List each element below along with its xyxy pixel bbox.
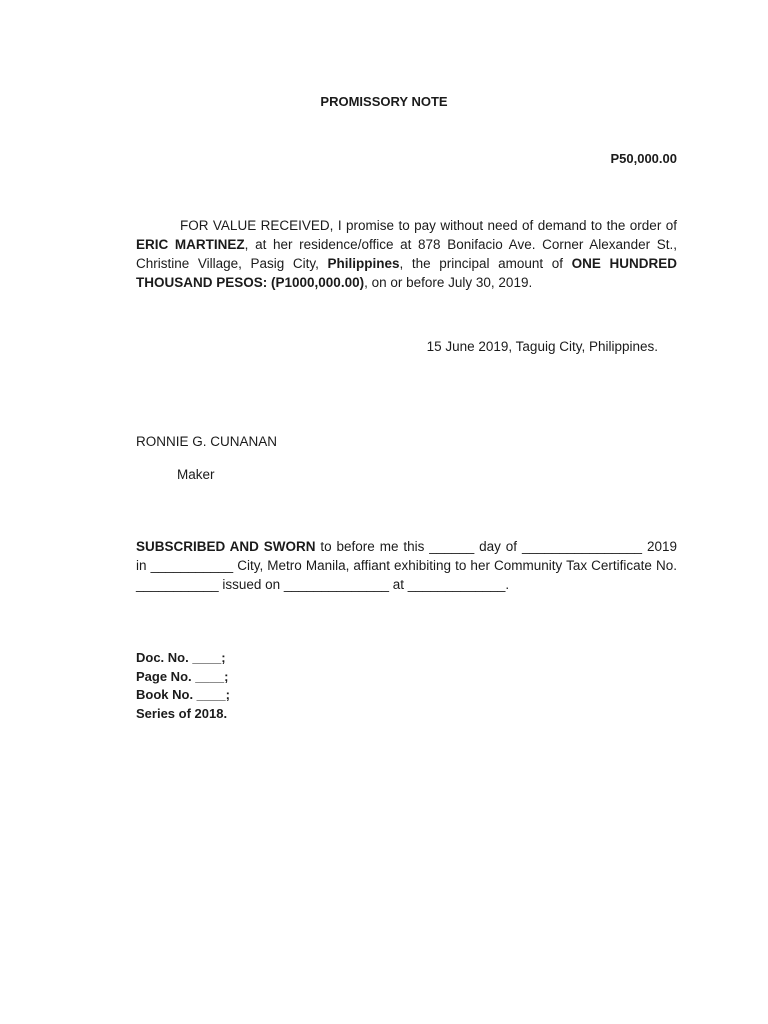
promise-paragraph [136,216,677,292]
book-number: Book No. ____; [136,687,230,702]
doc-number: Doc. No. ____; [136,650,226,665]
jurat-paragraph [136,537,677,594]
document-title: PROMISSORY NOTE [320,94,448,109]
signer-name: RONNIE G. CUNANAN [136,434,278,449]
payee-name: ERIC MARTINEZ [136,237,245,252]
page-number: Page No. ____; [136,668,229,684]
promise-text-1: FOR VALUE RECEIVED, I promise to pay without need of demand to the order of [180,218,677,233]
series-year: Series of 2018. [136,705,228,721]
amount-in-words: ONE HUNDRED THOUSAND PESOS: (P1000,000.00) [136,256,677,290]
payee-country: Philippines [327,256,400,271]
jurat-text: to before me this ______ day of ________________ 2019 in ___________ City, Metro Manila, affiant exhibiting to her Community Tax Certificate No. ___________ issued on ______________ at _____________. [136,539,677,592]
notarial-register [136,649,230,723]
promise-text-2: , at her residence/office at 878 Bonifacio Ave. Corner Alexander St., Christine Village, Pasig City, [136,237,677,271]
principal-amount: P50,000.00 [610,151,677,166]
promise-text-3: , the principal amount of [399,256,572,271]
place-and-date: 15 June 2019, Taguig City, Philippines. [426,339,658,354]
signer-role: Maker [177,467,215,482]
promise-text-4: , on or before July 30, 2019. [364,275,533,290]
jurat-lead: SUBSCRIBED AND SWORN [136,539,316,554]
